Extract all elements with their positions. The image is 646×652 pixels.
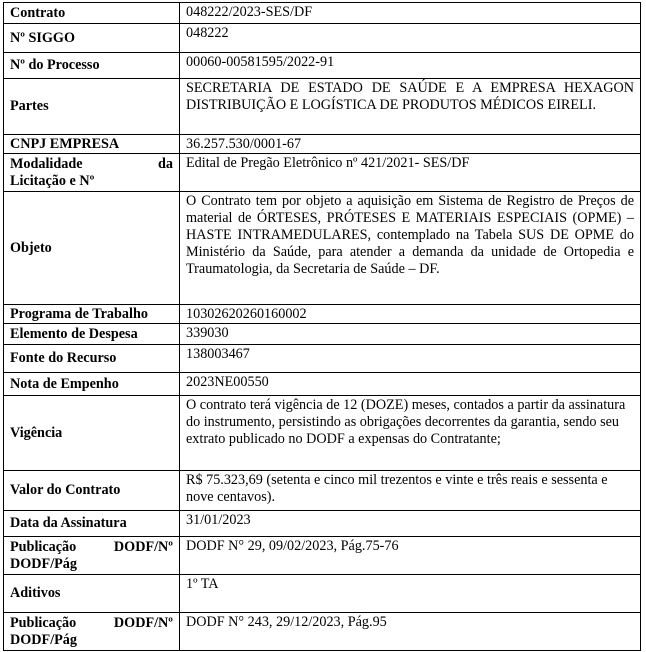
label-modalidade [4,154,180,192]
row-modalidade [4,154,641,192]
row-vigencia [4,396,641,471]
value-processo: 00060-00581595/2022-91 [180,53,641,79]
value-publicacao-2: DODF N° 243, 29/12/2023, Pág.95 [180,613,641,651]
row-cnpj [4,135,641,154]
row-aditivos [4,575,641,613]
label-publicacao-1 [4,537,180,575]
value-assinatura: 31/01/2023 [180,511,641,537]
label-publicacao-1-part-a: Publicação [10,538,77,555]
label-objeto: Objeto [4,192,180,305]
value-contrato: 048222/2023-SES/DF [180,3,641,24]
value-cnpj: 36.257.530/0001-67 [180,135,641,154]
value-aditivos: 1º TA [180,575,641,613]
label-publicacao-2-part-a: Publicação [10,614,77,631]
value-objeto: O Contrato tem por objeto a aquisição em Sistema de Registro de Preços de material de ÓRTESES, PRÓTESES E MATERIAIS ESPECIAIS (OPME) – HASTE INTRAMEDULARES, contemplado na Tabela SUS DE OPME do Ministério da Saúde, para atender a demanda da unidade de Ortopedia e Traumatologia, da Secretaria de Saúde – DF. [180,192,641,305]
label-publicacao-2 [4,613,180,651]
value-empenho: 2023NE00550 [180,373,641,396]
label-valor: Valor do Contrato [4,471,180,511]
label-aditivos: Aditivos [4,575,180,613]
label-modalidade-part-a: Modalidade [10,155,83,172]
label-fonte: Fonte do Recurso [4,345,180,373]
row-assinatura [4,511,641,537]
label-elemento: Elemento de Despesa [4,324,180,345]
row-partes [4,79,641,135]
label-contrato: Contrato [4,3,180,24]
row-empenho [4,373,641,396]
label-siggo: Nº SIGGO [4,24,180,53]
row-objeto [4,192,641,305]
label-partes: Partes [4,79,180,135]
label-cnpj: CNPJ EMPRESA [4,135,180,154]
row-fonte [4,345,641,373]
value-partes: SECRETARIA DE ESTADO DE SAÚDE E A EMPRESA HEXAGON DISTRIBUIÇÃO E LOGÍSTICA DE PRODUTOS MÉDICOS EIRELI. [180,79,641,135]
row-siggo [4,24,641,53]
label-modalidade-part-c: Licitação e Nº [10,172,95,189]
label-empenho: Nota de Empenho [4,373,180,396]
row-elemento [4,324,641,345]
label-programa: Programa de Trabalho [4,305,180,324]
value-modalidade: Edital de Pregão Eletrônico nº 421/2021- SES/DF [180,154,641,192]
row-processo [4,53,641,79]
label-processo: Nº do Processo [4,53,180,79]
row-publicacao-2 [4,613,641,651]
row-publicacao-1 [4,537,641,575]
value-fonte: 138003467 [180,345,641,373]
row-contrato [4,3,641,24]
label-publicacao-2-part-b: DODF/Nº [113,614,173,631]
value-siggo: 048222 [180,24,641,53]
label-vigencia: Vigência [4,396,180,471]
label-publicacao-1-part-c: DODF/Pág [10,555,77,572]
value-elemento: 339030 [180,324,641,345]
value-valor: R$ 75.323,69 (setenta e cinco mil trezentos e vinte e três reais e sessenta e nove centavos). [180,471,641,511]
value-programa: 10302620260160002 [180,305,641,324]
value-publicacao-1: DODF N° 29, 09/02/2023, Pág.75-76 [180,537,641,575]
label-publicacao-1-part-b: DODF/Nº [113,538,173,555]
value-vigencia: O contrato terá vigência de 12 (DOZE) meses, contados a partir da assinatura do instrumento, persistindo as obrigações decorrentes da garantia, sendo seu extrato publicado no DODF a expensas do Contratante; [180,396,641,471]
label-assinatura: Data da Assinatura [4,511,180,537]
row-programa [4,305,641,324]
label-modalidade-part-b: da [158,155,173,172]
label-publicacao-2-part-c: DODF/Pág [10,631,77,648]
row-valor [4,471,641,511]
contract-summary-table [3,2,641,651]
